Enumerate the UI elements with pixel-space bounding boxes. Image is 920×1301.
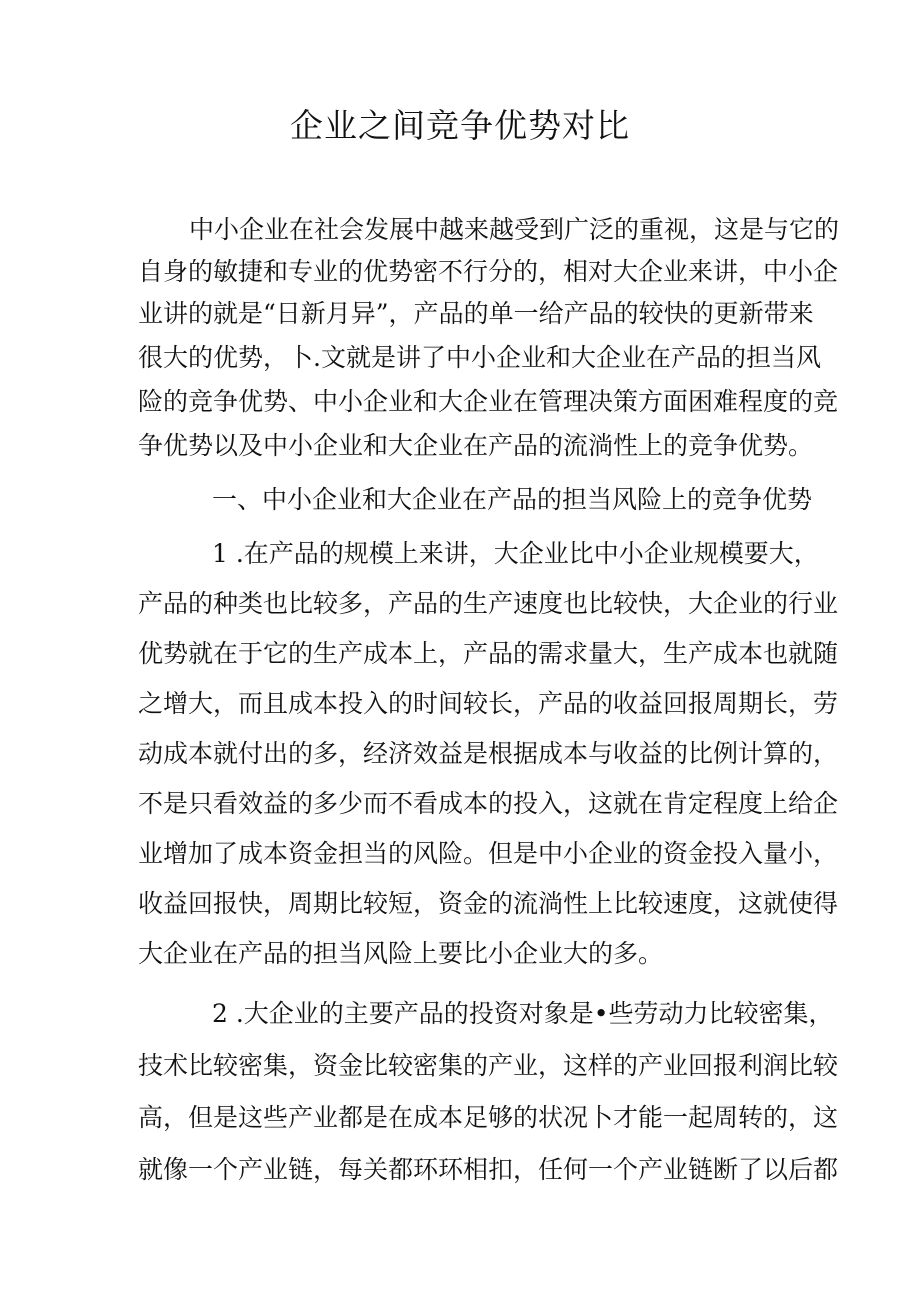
paragraph-line: 很大的优势，卜.文就是讲了中小企业和大企业在产品的担当风 xyxy=(138,343,821,372)
paragraph-line: 之增大，而且成本投入的时间较长，产品的收益回报周期长，劳 xyxy=(138,689,839,718)
paragraph-line: 就像一个产业链，每关都环环相扣，任何一个产业链断了以后都 xyxy=(138,1155,839,1184)
paragraph-line: 高，但是这些产业都是在成本足够的状况卜才能一起周转的，这 xyxy=(138,1103,839,1132)
paragraph-line: 不是只看效益的多少而不看成本的投入，这就在肯定程度上给企 xyxy=(138,789,839,818)
paragraph-line: 大企业在产品的担当风险上要比小企业大的多。 xyxy=(138,939,664,968)
paragraph-line: 2 .大企业的主要产品的投资对象是•些劳动力比较密集， xyxy=(212,999,834,1028)
paragraph-line: 争优势以及中小企业和大企业在产品的流淌性上的竞争优势。 xyxy=(138,431,814,460)
paragraph-line: 动成本就付出的多，经济效益是根据成本与收益的比例计算的， xyxy=(138,739,839,768)
paragraph-line: 自身的敏捷和专业的优势密不行分的，相对大企业来讲，中小企 xyxy=(138,257,839,286)
document-title: 企业之间竞争优势对比 xyxy=(290,106,630,145)
paragraph-line: 业讲的就是“日新月异”，产品的单一给产品的较快的更新带来 xyxy=(138,299,814,328)
paragraph-line: 优势就在于它的生产成本上，产品的需求量大，生产成本也就随 xyxy=(138,639,839,668)
paragraph-line: 险的竞争优势、中小企业和大企业在管理决策方面困难程度的竞 xyxy=(138,387,839,416)
paragraph-line: 业增加了成本资金担当的风险。但是中小企业的资金投入量小， xyxy=(138,839,839,868)
paragraph-line: 中小企业在社会发展中越来越受到广泛的重视，这是与它的 xyxy=(189,215,840,244)
section-heading: 一、中小企业和大企业在产品的担当风险上的竞争优势 xyxy=(212,485,813,514)
paragraph-line: 技术比较密集，资金比较密集的产业，这样的产业回报利润比较 xyxy=(138,1051,839,1080)
paragraph-line: 1 .在产品的规模上来讲，大企业比中小企业规模要大， xyxy=(212,539,819,568)
paragraph-line: 产品的种类也比较多，产品的生产速度也比较快，大企业的行业 xyxy=(138,589,839,618)
paragraph-line: 收益回报快，周期比较短，资金的流淌性上比较速度，这就使得 xyxy=(138,889,839,918)
